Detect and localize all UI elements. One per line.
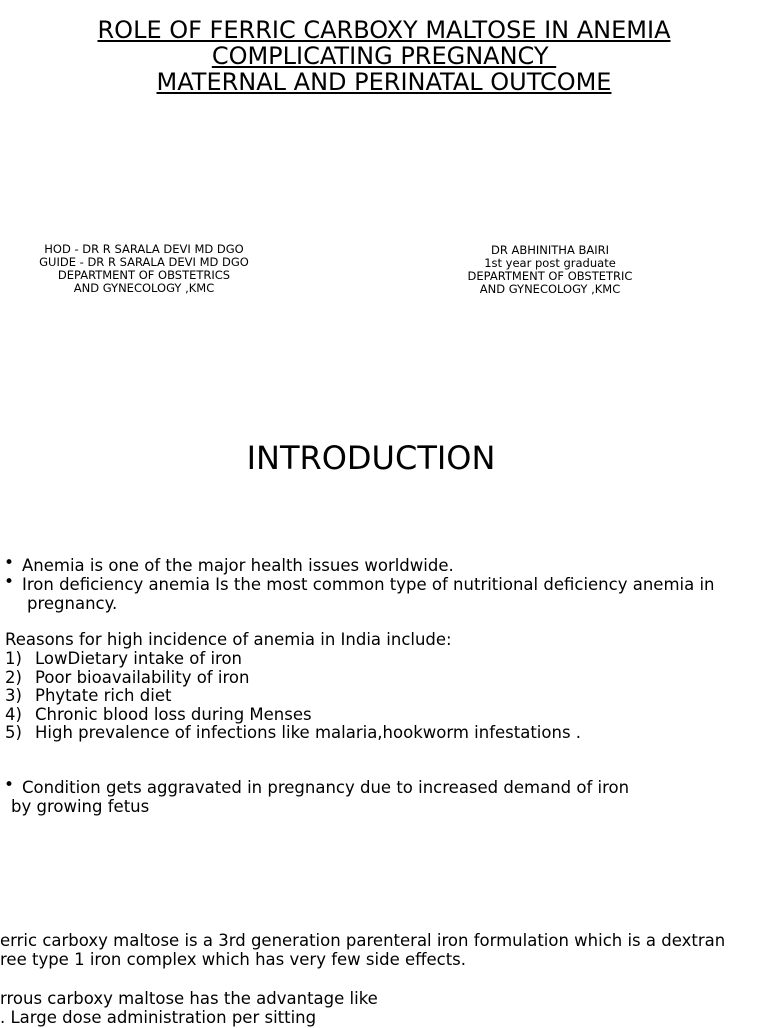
list-item-number: 2) [5,667,22,687]
page-title [0,17,768,95]
list-item-number: 4) [5,704,22,724]
presenter-line-1: DR ABHINITHA BAIRI [490,243,609,257]
list-item-text: Poor bioavailability of iron [35,667,250,687]
fcm-paragraph-1-line-2: ree type 1 iron complex which has very few side effects. [0,950,467,969]
bullet-text-3: Condition gets aggravated in pregnancy due to increased demand of iron [22,778,630,797]
guides-line-3: DEPARTMENT OF OBSTETRICS [57,268,231,282]
list-item-number: 3) [5,686,22,706]
bullet-text-3-continued: by growing fetus [11,797,150,816]
list-item-number: 1) [5,649,22,668]
bullet-icon: • [4,775,15,795]
reasons-heading: Reasons for high incidence of anemia in India include: [5,630,452,649]
title-line-3: MATERNAL AND PERINATAL OUTCOME [156,68,612,96]
guides-line-4: AND GYNECOLOGY ,KMC [73,281,215,295]
fcm-paragraph-2-line-2: . Large dose administration per sitting [0,1008,317,1027]
guides-block [24,243,264,295]
bullet-text-1: Anemia is one of the major health issues worldwide. [22,556,454,575]
presenter-line-3: DEPARTMENT OF OBSTETRIC [467,269,633,283]
list-item-text: Chronic blood loss during Menses [35,704,312,724]
list-item-text: High prevalence of infections like malaria,hookworm infestations . [35,723,582,743]
section-heading-introduction: INTRODUCTION [246,439,496,477]
list-item-number: 5) [5,723,22,743]
presenter-line-2: 1st year post graduate [484,256,616,270]
presenter-line-4: AND GYNECOLOGY ,KMC [479,282,621,296]
guides-line-2: GUIDE - DR R SARALA DEVI MD DGO [39,255,249,269]
list-item-text: LowDietary intake of iron [35,649,242,668]
guides-line-1: HOD - DR R SARALA DEVI MD DGO [44,242,244,256]
bullet-text-2: Iron deficiency anemia Is the most common type of nutritional deficiency anemia in [22,575,715,594]
list-item-text: Phytate rich diet [35,686,172,706]
presenter-block [450,244,650,296]
bullet-icon: • [4,553,15,573]
title-line-2: COMPLICATING PREGNANCY [211,42,557,70]
bullet-text-2-continued: pregnancy. [27,594,118,613]
bullet-icon: • [4,572,15,592]
fcm-paragraph-1-line-1: erric carboxy maltose is a 3rd generation parenteral iron formulation which is a dextran [0,932,726,950]
title-line-1: ROLE OF FERRIC CARBOXY MALTOSE IN ANEMIA [97,16,671,44]
fcm-paragraph-2-line-1: rrous carboxy maltose has the advantage like [0,989,378,1008]
